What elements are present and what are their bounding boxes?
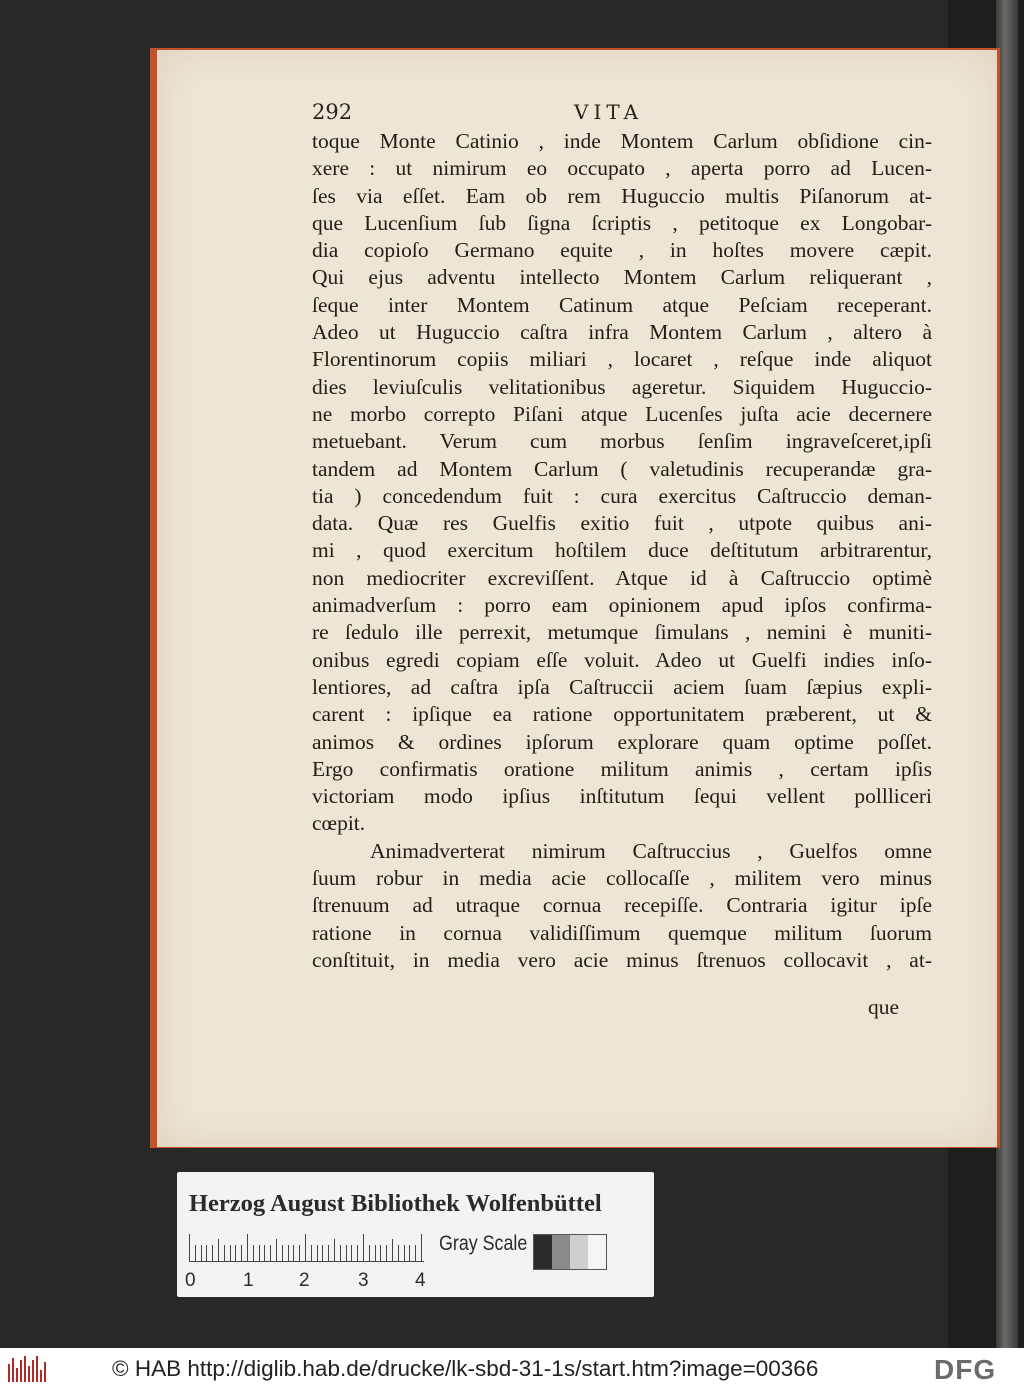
measurement-ruler	[189, 1234, 424, 1262]
text-line: animadverſum : porro eam opinionem apud ipſos confirma-	[312, 593, 932, 618]
hab-logo-icon	[8, 1356, 48, 1382]
ruler-tick	[392, 1239, 393, 1261]
text-line: non mediocriter excreviſſent. Atque id à Caſtruccio optimè	[312, 565, 932, 590]
ruler-tick	[293, 1245, 294, 1261]
ruler-tick	[375, 1245, 376, 1261]
ruler-tick	[398, 1245, 399, 1261]
text-line: Ergo confirmatis oratione militum animis , certam ipſis	[312, 756, 932, 781]
ruler-number: 4	[415, 1270, 426, 1291]
text-line: tia ) concedendum fuit : cura exercitus Caſtruccio deman-	[312, 483, 932, 508]
ruler-tick	[218, 1239, 219, 1261]
text-line: Animadverterat nimirum Caſtruccius , Guelfos omne	[370, 838, 932, 863]
ruler-tick	[201, 1245, 202, 1261]
ruler-tick	[340, 1245, 341, 1261]
text-line: toque Monte Catinio , inde Montem Carlum obſidione cin-	[312, 129, 932, 153]
ruler-tick	[299, 1245, 300, 1261]
gray-scale-label: Gray Scale	[439, 1232, 528, 1255]
gray-scale-swatches	[533, 1234, 607, 1270]
ruler-tick	[351, 1245, 352, 1261]
text-line: lentiores, ad caſtra ipſa Caſtruccii aciem ſuam ſæpius expli-	[312, 674, 932, 699]
text-line: dia copioſo Germano equite , in hoſtes movere cæpit.	[312, 238, 932, 263]
ruler-tick	[311, 1245, 312, 1261]
ruler-tick	[206, 1245, 207, 1261]
text-line: ratione in cornua validiſſimum quemque militum ſuorum	[312, 920, 932, 945]
ruler-tick	[282, 1245, 283, 1261]
ruler-tick	[253, 1245, 254, 1261]
footer-bar	[0, 1348, 1024, 1390]
text-line: mi , quod exercitum hoſtilem duce deſtitutum arbitrarentur,	[312, 538, 932, 563]
text-line: dies leviuſculis velitationibus ageretur. Siquidem Huguccio-	[312, 374, 932, 399]
ruler-tick	[247, 1234, 248, 1261]
text-line: conſtituit, in media vero acie minus ſtrenuos collocavit , at-	[312, 947, 932, 972]
ruler-baseline	[189, 1261, 424, 1262]
ruler-tick	[322, 1245, 323, 1261]
ruler-number: 0	[185, 1270, 196, 1291]
ruler-number: 2	[299, 1270, 310, 1291]
ruler-tick	[386, 1245, 387, 1261]
ruler-tick	[230, 1245, 231, 1261]
ruler-tick	[288, 1245, 289, 1261]
ruler-tick	[189, 1234, 190, 1261]
ruler-tick	[363, 1234, 364, 1261]
library-name: Herzog August Bibliothek Wolfenbüttel	[189, 1190, 602, 1217]
text-line: onibus egredi copiam eſſe voluit. Adeo ut Guelfi indies inſo-	[312, 647, 932, 672]
text-line: carent : ipſique ea ratione opportunitatem præberent, ut &	[312, 702, 932, 727]
ruler-tick	[328, 1245, 329, 1261]
copyright-link[interactable]: © HAB http://diglib.hab.de/drucke/lk-sbd-31-1s/start.htm?image=00366	[112, 1356, 819, 1381]
text-line: metuebant. Verum cum morbus ſenſim ingraveſceret,ipſi	[312, 429, 932, 454]
ruler-tick	[224, 1245, 225, 1261]
ruler-tick	[369, 1245, 370, 1261]
ruler-tick	[270, 1245, 271, 1261]
ruler-tick	[357, 1245, 358, 1261]
text-line: ne morbo correpto Piſani atque Lucenſes juſta acie decernere	[312, 401, 932, 426]
gray-swatch	[588, 1235, 606, 1269]
text-line: ſeque inter Montem Catinum atque Peſciam receperant.	[312, 292, 932, 317]
page-header	[312, 100, 932, 130]
ruler-number: 1	[243, 1270, 254, 1291]
body-text	[312, 128, 932, 974]
ruler-tick	[212, 1245, 213, 1261]
text-line: Florentinorum copiis miliari , locaret , reſque inde aliquot	[312, 347, 932, 372]
ruler-tick	[415, 1245, 416, 1261]
text-line: ſes via eſſet. Eam ob rem Huguccio multis Piſanorum at-	[312, 183, 932, 208]
ruler-tick	[195, 1245, 196, 1261]
text-line: victoriam modo ipſius inſtitutum ſequi vellent pollliceri	[312, 784, 932, 809]
text-line: cœpit.	[312, 811, 366, 836]
ruler-tick	[264, 1245, 265, 1261]
page-number: 292	[312, 100, 353, 124]
ruler-tick	[276, 1239, 277, 1261]
ruler-tick	[334, 1239, 335, 1261]
text-line: Qui ejus adventu intellecto Montem Carlum reliquerant ,	[312, 265, 932, 290]
ruler-tick	[235, 1245, 236, 1261]
text-line: data. Quæ res Guelfis exitio fuit , utpote quibus ani-	[312, 511, 932, 536]
text-line: re ſedulo ille perrexit, metumque ſimulans , nemini è muniti-	[312, 620, 932, 645]
ruler-tick	[421, 1234, 422, 1261]
gray-swatch	[552, 1235, 570, 1269]
ruler-tick	[317, 1245, 318, 1261]
ruler-tick	[259, 1245, 260, 1261]
gray-swatch	[570, 1235, 588, 1269]
dfg-logo: DFG	[934, 1354, 997, 1385]
text-line: ſuum robur in media acie collocaſſe , militem vero minus	[312, 866, 932, 891]
text-line: tandem ad Montem Carlum ( valetudinis recuperandæ gra-	[312, 456, 932, 481]
ruler-tick	[346, 1245, 347, 1261]
ruler-number: 3	[358, 1270, 369, 1291]
ruler-tick	[305, 1234, 306, 1261]
catchword: que	[868, 995, 900, 1019]
text-line: animos & ordines ipſorum explorare quam optime poſſet.	[312, 729, 932, 754]
ruler-tick	[404, 1245, 405, 1261]
ruler-tick	[380, 1245, 381, 1261]
running-head: VITA	[574, 100, 644, 124]
gray-swatch	[534, 1235, 552, 1269]
text-line: xere : ut nimirum eo occupato , aperta porro ad Lucen-	[312, 156, 932, 181]
text-line: Adeo ut Huguccio caſtra infra Montem Carlum , altero à	[312, 320, 932, 345]
library-label-card	[177, 1172, 654, 1297]
ruler-tick	[409, 1245, 410, 1261]
text-line: ſtrenuum ad utraque cornua recepiſſe. Contraria igitur ipſe	[312, 893, 932, 918]
ruler-tick	[241, 1245, 242, 1261]
text-line: que Lucenſium ſub ſigna ſcriptis , petitoque ex Longobar-	[312, 210, 932, 235]
